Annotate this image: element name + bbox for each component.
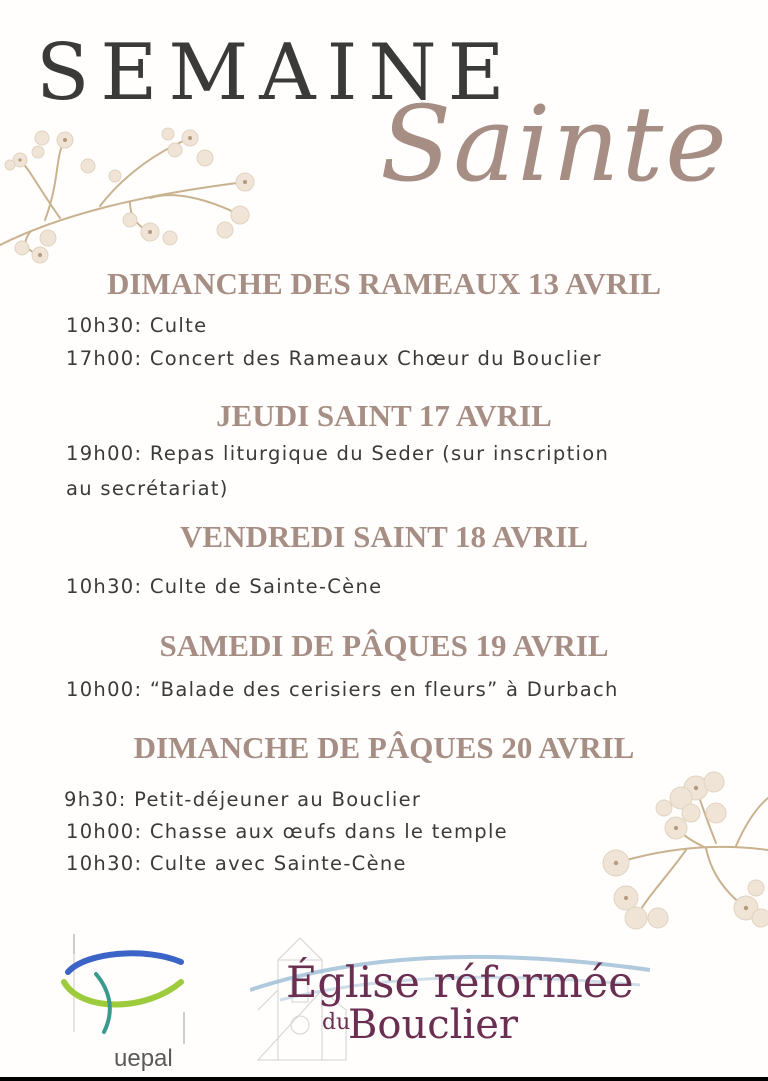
page-title: SEMAINE: [36, 28, 516, 118]
event-line: 10h00: Chasse aux œufs dans le temple: [66, 820, 508, 843]
event-line: 17h00: Concert des Rameaux Chœur du Bouclier: [66, 347, 602, 370]
event-line: 10h30: Culte de Sainte-Cène: [66, 575, 383, 598]
page-subtitle: Sainte: [380, 83, 729, 205]
section-heading: DIMANCHE DES RAMEAUX 13 AVRIL: [106, 266, 662, 301]
church-name-line2: Bouclier: [348, 1002, 519, 1048]
section-heading: SAMEDI DE PÂQUES 19 AVRIL: [159, 628, 609, 663]
section-heading: VENDREDI SAINT 18 AVRIL: [180, 519, 588, 554]
event-line: 19h00: Repas liturgique du Seder (sur inscription: [66, 442, 610, 465]
section-heading: DIMANCHE DE PÂQUES 20 AVRIL: [133, 730, 635, 765]
event-line: 9h30: Petit-déjeuner au Bouclier: [64, 788, 422, 811]
section-heading: JEUDI SAINT 17 AVRIL: [216, 398, 552, 433]
event-line: 10h30: Culte: [66, 314, 208, 337]
blossom-branch-bottom-right-icon: [596, 768, 768, 938]
bottom-border: [0, 1077, 768, 1081]
event-line: 10h30: Culte avec Sainte-Cène: [66, 852, 407, 875]
church-name-line1: Église réformée: [286, 958, 634, 1008]
blossom-branch-top-left-icon: [0, 120, 280, 270]
uepal-label: uepal: [114, 1045, 173, 1072]
event-line: 10h00: “Balade des cerisiers en fleurs” à Durbach: [66, 678, 619, 701]
event-line: au secrétariat): [66, 477, 229, 500]
church-name-du: du: [322, 1010, 351, 1035]
